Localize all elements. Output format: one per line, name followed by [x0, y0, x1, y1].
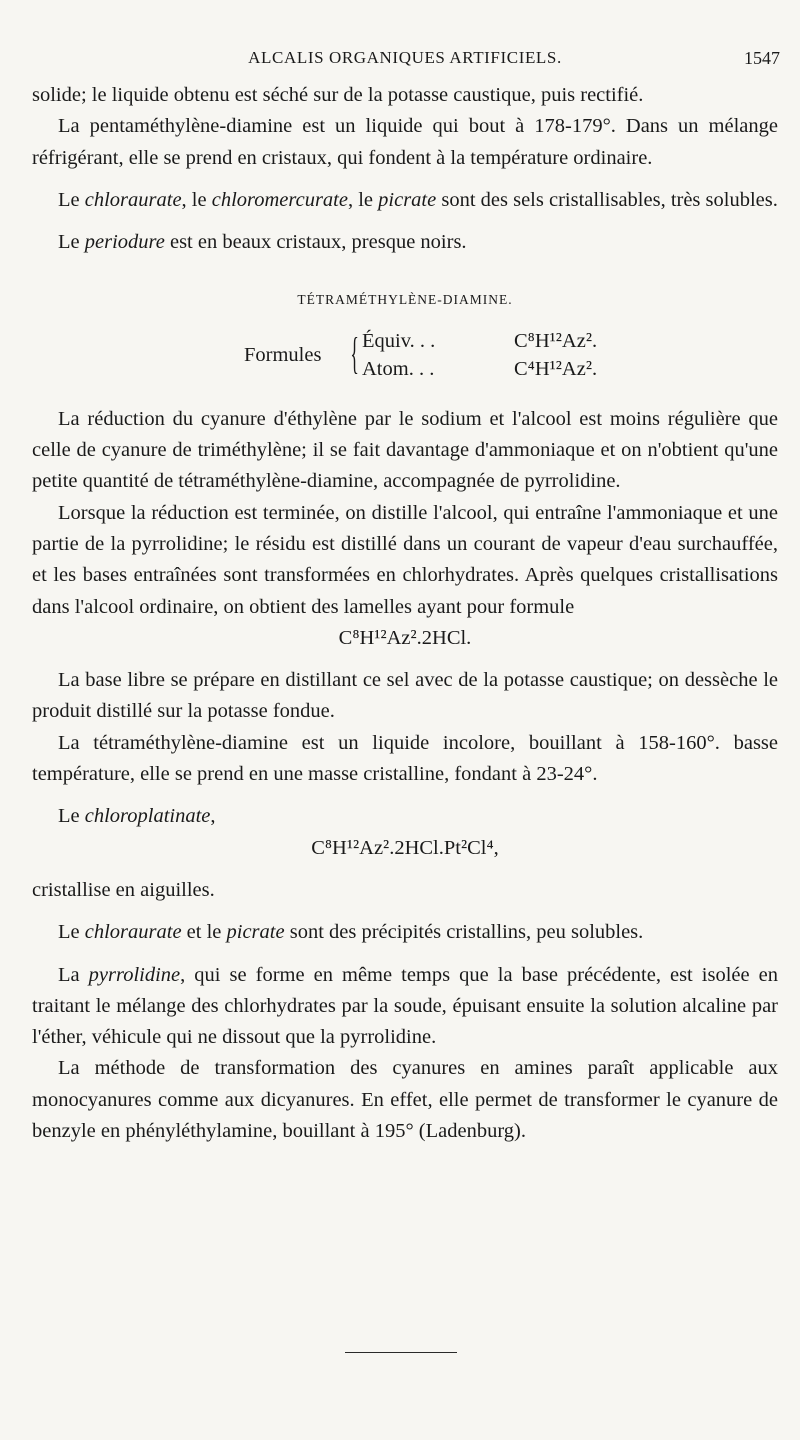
paragraph-reduction: La réduction du cyanure d'éthylène par le sodium et l'alcool est moins régulière que celle de cyanure de triméthylène; il se fait davantage d'ammoniaque et on n'obtient qu'une petite quantité de tétraméthylène-diamine, accompagnée de pyrrolidine. [32, 407, 778, 493]
formula-row-equiv-name: Équiv. . . [362, 329, 436, 352]
term-pyrrolidine: pyrrolidine [88, 963, 181, 986]
formula-chloroplatinate: C⁸H¹²Az².2HCl.Pt²Cl⁴, [311, 836, 499, 859]
running-title: ALCALIS ORGANIQUES ARTIFICIELS. [248, 48, 562, 67]
text-run: et le [181, 921, 227, 944]
text-run: Le [58, 231, 85, 254]
paragraph-salts [32, 185, 778, 216]
text-run: Le [58, 188, 85, 211]
formula-row-equiv-value: C⁸H¹²Az². [514, 329, 598, 352]
text-run: La [58, 963, 89, 986]
brace-symbol: { [350, 328, 359, 378]
running-header [30, 48, 780, 76]
paragraph-pyrrolidine [32, 960, 778, 1054]
term-periodure: periodure [84, 231, 165, 254]
paragraph-chloroplatinate [32, 801, 778, 832]
text-run: , le [181, 188, 212, 211]
page-number: 1547 [744, 48, 780, 68]
term-chloraurate: chloraurate [84, 188, 182, 211]
formula-row-atom-value: C⁴H¹²Az². [514, 357, 598, 380]
paragraph-free-base: La base libre se prépare en distillant ce sel avec de la potasse caustique; on dessèche le produit distillé sur la potasse fondue. [32, 669, 778, 723]
paragraph-needles: cristallise en aiguilles. [32, 878, 215, 901]
term-picrate: picrate [378, 188, 437, 211]
paragraph-distillation: Lorsque la réduction est terminée, on distille l'alcool, qui entraîne l'ammoniaque et une partie de la pyrrolidine; le résidu est distillé dans un courant de vapeur d'eau surchauffée, et les bases entraînées sont transformées en chlorhydrates. Après quelques cristallisations dans l'alcool ordinaire, on obtient des lamelles ayant pour formule [32, 501, 778, 618]
formula-hydrochloride: C⁸H¹²Az².2HCl. [338, 626, 472, 649]
text-run: Le [58, 805, 85, 828]
text-run: , qui se forme en même temps que la base précédente, est isolée en traitant le mélange des chlorhydrates par la soude, épuisant ensuite la solution alcaline par l'éther, véhicule qui ne dissout que la pyrrolidine. [32, 963, 778, 1049]
section-heading: TÉTRAMÉTHYLÈNE-DIAMINE. [297, 292, 513, 308]
term-picrate: picrate [226, 921, 285, 944]
paragraph-continuation: solide; le liquide obtenu est séché sur de la potasse caustique, puis rectifié. [32, 84, 644, 106]
paragraph-method: La méthode de transformation des cyanures en amines paraît applicable aux monocyanures comme aux dicyanures. En effet, elle permet de transformer le cyanure de benzyle en phényléthylamine, bouillant à 195° (Ladenburg). [32, 1057, 778, 1143]
formula-row-atom-name: Atom. . . [362, 357, 435, 380]
text-run: , [210, 805, 216, 828]
text-run: Le [58, 921, 85, 944]
footnote-rule [345, 1352, 457, 1353]
page-body [32, 80, 778, 1147]
paragraph-pentamethylene: La pentaméthylène-diamine est un liquide qui bout à 178-179°. Dans un mélange réfrigérant, elle se prend en cristaux, qui fondent à la température ordinaire. [32, 115, 778, 169]
formula-label: Formules [244, 343, 322, 366]
text-run: sont des sels cristallisables, très solubles. [436, 188, 778, 211]
term-chloroplatinate: chloroplatinate [84, 805, 211, 828]
paragraph-properties: La tétraméthylène-diamine est un liquide incolore, bouillant à 158-160°. basse température, elle se prend en une masse cristalline, fondant à 23-24°. [32, 731, 778, 786]
paragraph-periodure [32, 227, 778, 258]
formula-table [32, 324, 778, 390]
text-run: est en beaux cristaux, presque noirs. [164, 231, 467, 254]
paragraph-precipitates [32, 917, 778, 948]
term-chloromercurate: chloromercurate [211, 188, 348, 211]
term-chloraurate: chloraurate [84, 921, 182, 944]
text-run: , le [347, 188, 379, 211]
text-run: sont des précipités cristallins, peu solubles. [284, 921, 644, 944]
